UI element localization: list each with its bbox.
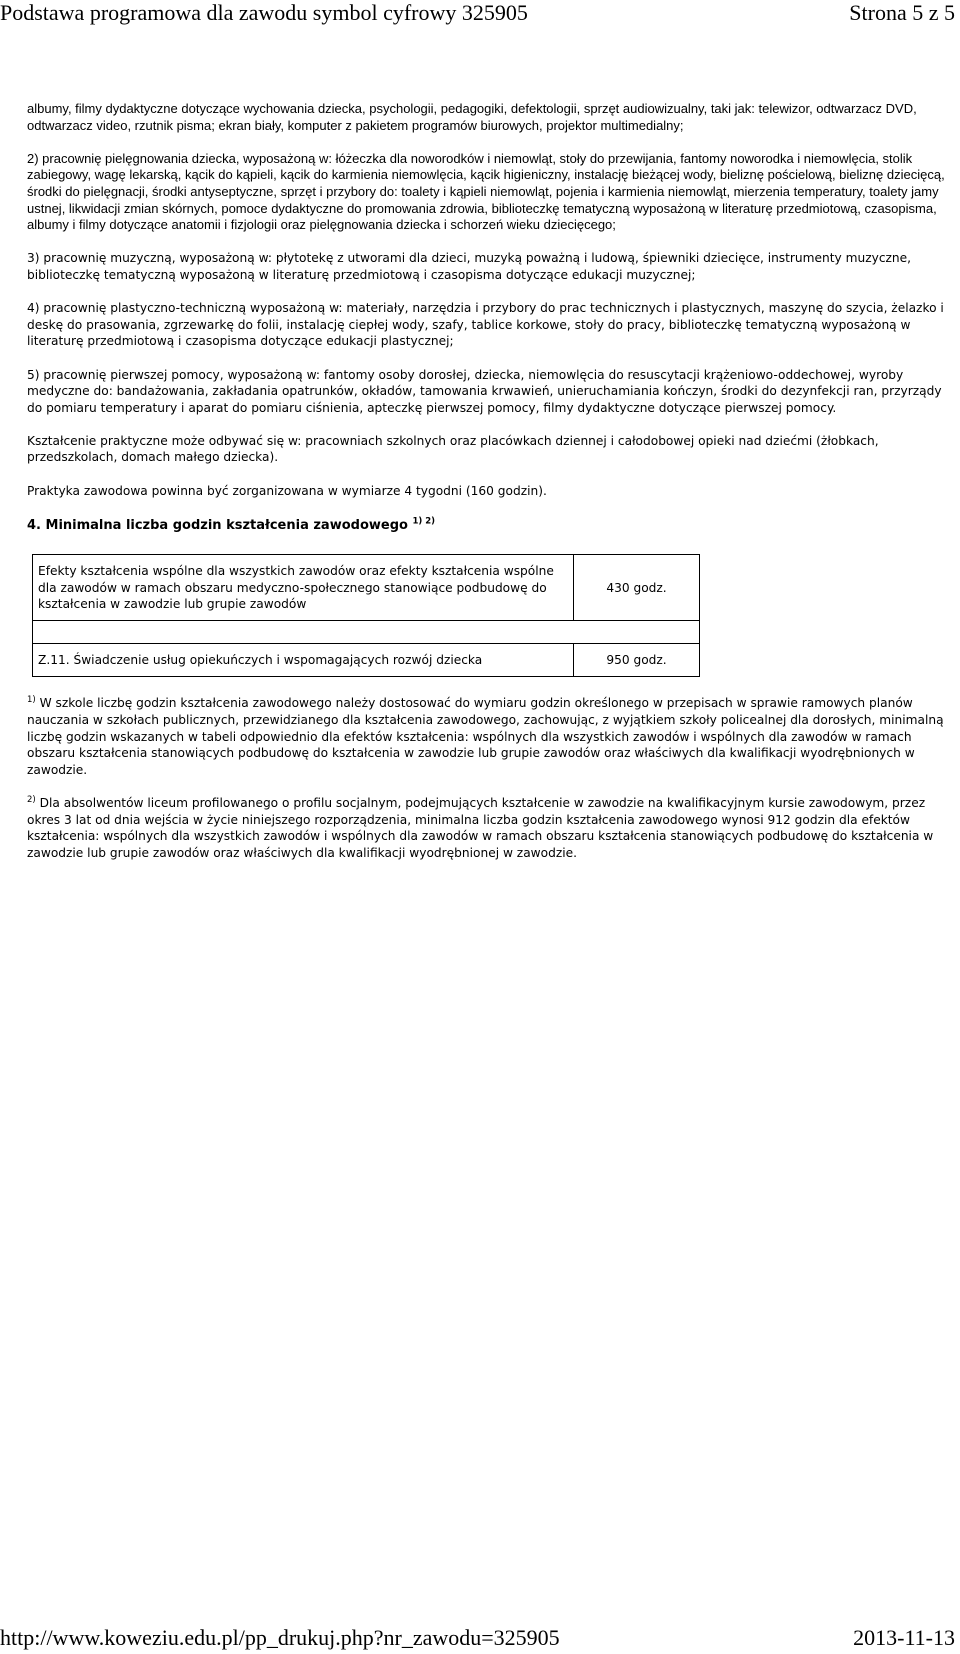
paragraph-2: 2) pracownię pielęgnowania dziecka, wyposażoną w: łóżeczka dla noworodków i niemowląt, stoły do przewijania, fantomy noworodka i niemowlęcia, stolik zabiegowy, wagę lekarską, kącik do kąpieli, kącik do karmienia niemowlęcia, kącik higieniczny, instalację bieżącej wody, bieliznę pościelową, bieliznę dziecięcą, środki do pielęgnacji, środki antyseptyczne, sprzęt i przybory do: toalety i kąpieli niemowląt, pojenia i karmienia niemowląt, mierzenia temperatury, toalety jamy ustnej, likwidacji zmian skórnych, pomoce dydaktyczne do promowania zdrowia, biblioteczkę tematyczną wyposażoną w literaturę przedmiotową, czasopisma, albumy i filmy dotyczące anatomii i fizjologii oraz pielęgnowania dziecka i schorzeń wieku dziecięcego; (27, 150, 945, 233)
document-body (27, 101, 947, 878)
table-row (33, 644, 700, 677)
paragraph-7: Praktyka zawodowa powinna być zorganizowana w wymiarze 4 tygodni (160 godzin). (27, 483, 547, 498)
section-heading-footnote-marks: 1) 2) (412, 516, 436, 527)
footnote-1-mark: 1) (27, 695, 36, 706)
table-cell-description: Z.11. Świadczenie usług opiekuńczych i wspomagających rozwój dziecka (33, 644, 574, 677)
page-header (0, 0, 960, 30)
footer-date: 2013-11-13 (853, 1625, 955, 1650)
footnote-2-mark: 2) (27, 794, 36, 805)
hours-table (32, 554, 700, 677)
table-cell-hours: 430 godz. (574, 555, 700, 621)
section-heading (27, 516, 947, 535)
footnote-2 (27, 795, 947, 861)
paragraph-6: Kształcenie praktyczne może odbywać się w: pracowniach szkolnych oraz placówkach dziennej i całodobowej opieki nad dziećmi (żłobkach, przedszkolach, domach małego dziecka). (27, 433, 879, 465)
footer-url: http://www.koweziu.edu.pl/pp_drukuj.php?nr_zawodu=325905 (0, 1625, 560, 1650)
table-cell-hours: 950 godz. (574, 644, 700, 677)
page-footer (0, 1625, 960, 1654)
footnotes (27, 695, 947, 861)
section-heading-text: 4. Minimalna liczba godzin kształcenia zawodowego (27, 517, 408, 533)
footnote-2-text: Dla absolwentów liceum profilowanego o profilu socjalnym, podejmujących kształcenie w zawodzie na kwalifikacyjnym kursie zawodowym, przez okres 3 lat od dnia wejścia w życie niniejszego rozporządzenia, minimalna liczba godzin kształcenia zawodowego wynosi 912 godzin dla efektów kształcenia: wspólnych dla wszystkich zawodów i wspólnych dla zawodów w ramach obszaru kształcenia stanowiących podbudowę do kształcenia w zawodzie lub grupie zawodów oraz właściwych dla kwalifikacji wyodrębnionej w zawodzie. (27, 796, 934, 860)
header-title: Podstawa programowa dla zawodu symbol cyfrowy 325905 (0, 0, 528, 25)
header-page-number: Strona 5 z 5 (849, 0, 955, 25)
paragraph-5: 5) pracownię pierwszej pomocy, wyposażoną w: fantomy osoby dorosłej, dziecka, niemowlęcia do resuscytacji krążeniowo-oddechowej, wyroby medyczne do: bandażowania, zakładania opatrunków, okładów, tamowania krwawień, unieruchamiania kończyn, środki do dezynfekcji ran, przyrządy do pomiaru temperatury i aparat do pomiaru ciśnienia, apteczkę pierwszej pomocy, filmy dydaktyczne dotyczące pierwszej pomocy. (27, 367, 942, 415)
paragraph-1: albumy, filmy dydaktyczne dotyczące wychowania dziecka, psychologii, pedagogiki, defektologii, sprzęt audiowizualny, taki jak: telewizor, odtwarzacz DVD, odtwarzacz video, rzutnik pisma; ekran biały, komputer z pakietem programów biurowych, projektor multimedialny; (27, 101, 917, 133)
footnote-1-text: W szkole liczbę godzin kształcenia zawodowego należy dostosować do wymiaru godzin określonego w przepisach w sprawie ramowych planów nauczania w szkołach publicznych, przewidzianego dla kształcenia zawodowego, zachowując, z wyjątkiem szkoły policealnej dla dorosłych, minimalną liczbę godzin wskazanych w tabeli odpowiednio dla efektów kształcenia: wspólnych dla wszystkich zawodów i wspólnych dla zawodów w ramach obszaru kształcenia stanowiących podbudowę do kształcenia w zawodzie lub grupie zawodów oraz właściwych dla kwalifikacji wyodrębnionych w zawodzie. (27, 696, 944, 777)
paragraph-3: 3) pracownię muzyczną, wyposażoną w: płytotekę z utworami dla dzieci, muzyką poważną i ludową, śpiewniki dziecięce, instrumenty muzyczne, biblioteczkę tematyczną wyposażoną w literaturę przedmiotową i czasopisma dotyczące edukacji muzycznej; (27, 251, 912, 282)
table-cell-description: Efekty kształcenia wspólne dla wszystkich zawodów oraz efekty kształcenia wspólne dla zawodów w ramach obszaru medyczno-społecznego stanowiące podbudowę do kształcenia w zawodzie lub grupie zawodów (33, 555, 574, 621)
table-spacer-row (33, 621, 700, 644)
footnote-1 (27, 695, 947, 778)
paragraph-4: 4) pracownię plastyczno-techniczną wyposażoną w: materiały, narzędzia i przybory do prac technicznych i plastycznych, maszynę do szycia, żelazko i deskę do prasowania, zgrzewarkę do folii, instalację ciepłej wody, szafy, tablice korkowe, stoły do pracy, biblioteczkę tematyczną wyposażoną w literaturę przedmiotową i czasopisma dotyczące edukacji plastycznej; (27, 301, 944, 349)
table-row (33, 555, 700, 621)
